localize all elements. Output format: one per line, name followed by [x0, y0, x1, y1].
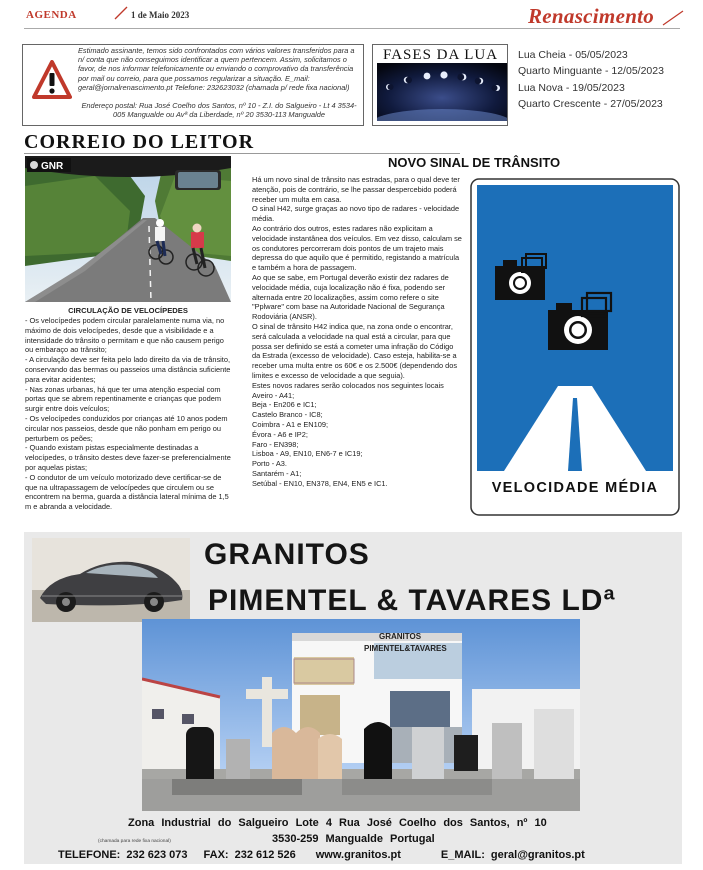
ad-company-name-line2: PIMENTEL & TAVARES LDª [208, 584, 616, 617]
warning-icon [32, 60, 72, 100]
article-title: NOVO SINAL DE TRÂNSITO [388, 155, 561, 170]
article-paragraph: - Quando existam pistas especialmente destinadas a velocípedes, o trânsito destes deve fazer-se preferencialmente por aquelas pistas; [25, 443, 231, 472]
moon-phases-image [377, 63, 507, 121]
moon-phase-list [518, 47, 664, 113]
building-sign: GRANITOS [379, 632, 422, 641]
radar-location: Faro - EN398; [252, 439, 299, 449]
ad-address: Zona Industrial do Salgueiro Lote 4 Rua José Coelho dos Santos, nº 10 [128, 817, 547, 829]
article-paragraph: Ao que se sabe, em Portugal deverão existir dez radares de velocidade média, cuja localização não é fixa, podendo ser alternada entre 20 localizações, assim como refere o site "Pplware" com base na Autoridade Nacional de Segurança Rodoviária (ANSR). [252, 272, 449, 322]
section-title: CORREIO DO LEITOR [24, 131, 255, 153]
article-paragraph: - Os velocípedes podem circular paralelamente numa via, no máximo de dois velocípedes, desde que a visibilidade e a intensidade do trânsito o permitam e que não causem perigo ou embaraço ao trânsito; [25, 316, 225, 355]
fax-label: FAX: [203, 849, 229, 861]
ad-company-name: GRANITOS [204, 538, 370, 571]
email-label: E_MAIL: [440, 849, 485, 861]
radar-location: Setúbal - EN10, EN378, EN4, EN5 e IC1. [252, 478, 388, 488]
website-link[interactable]: www.granitos.pt [315, 849, 401, 861]
article-paragraph: O sinal H42, surge graças ao novo tipo de radares - velocidade média. [252, 204, 460, 224]
article-paragraph: - Os velocípedes conduzidos por crianças até 10 anos podem circular nos passeios, desde que não ponham em perigo ou perturbem os peões; [25, 413, 228, 443]
radar-location: Santarém - A1; [252, 468, 302, 478]
notice-address: Endereço postal: Rua José Coelho dos Santos, nº 10 - Z.I. do Salgueiro - Lt 4 3534-005 Mangualde ou Avª da Liberdade, nº 20 3530-113 Mangualde [81, 101, 357, 120]
moon-phase-item: Lua Nova - 19/05/2023 [518, 81, 625, 94]
notice-text: Estimado assinante, temos sido confrontados com vários valores transferidos para a n/ conta que não conseguimos identificar a quem pertencem. Assim, solicitamos o favor, de nos informar telefonicamente ou enviando o comprovativo da transferência por mail ou correio, para que possamos regularizar a situação. E_mail: geral@jornalrenascimento.pt Telefone: 232623032 (chamada p/ rede fixa nacional) [78, 46, 355, 92]
radar-location: Évora - A6 e IP2; [252, 429, 308, 439]
section-rule [24, 153, 460, 154]
issue-date: 1 de Maio 2023 [131, 10, 190, 20]
cyclists-photo [25, 156, 231, 302]
radar-location: Porto - A3. [252, 459, 287, 469]
phone-label: TELEFONE: [58, 849, 121, 861]
building-sign: PIMENTEL&TAVARES [364, 644, 447, 653]
ad-contact-row [58, 849, 678, 861]
showroom-photo [142, 619, 580, 811]
slash-divider [114, 6, 128, 20]
newspaper-logo: Renascimento [528, 4, 655, 28]
logo-swoosh-icon [662, 10, 684, 26]
ad-phone-note: (chamada para rede fixa nacional) [98, 839, 171, 844]
article-paragraph: Há um novo sinal de trânsito nas estradas, para o qual deve ter atenção, pois de contrário, se lhe passar despercebido poderá receber um multa em casa. [252, 175, 460, 204]
article-paragraph: - Nas zonas urbanas, há que ter uma atenção especial com portas que se abrem repentinamente e crianças que podem surgir entre dois veículos; [25, 384, 221, 414]
radar-location: Beja - En206 e IC1; [252, 400, 317, 410]
article-paragraph: - O condutor de um veículo motorizado deve certificar-se de que na ultrapassagem de velocípedes que circulem ou se encontrem na berma, guarda a distância lateral mínima de 1,5 m e abranda a velocidade. [25, 472, 229, 512]
radar-location: Aveiro - A41; [252, 390, 295, 400]
sign-label: VELOCIDADE MÉDIA [491, 480, 659, 496]
fax-number: 232 612 526 [234, 849, 296, 861]
classic-car-photo [32, 538, 190, 622]
svg-text:GNR: GNR [41, 161, 64, 172]
moon-phase-item: Lua Cheia - 05/05/2023 [518, 49, 628, 61]
article-paragraph: Ao contrário dos outros, estes radares não explicitam a velocidade instantânea dos veículos. Em vez disso, calculam se os condutores percorreram dois pontos de um trajeto mais depressa do que aquilo que é permitido, registando a matrícula e também a hora de passagem. [252, 223, 462, 273]
moon-phases-title: FASES DA LUA [383, 47, 499, 63]
article-body [25, 316, 233, 512]
radar-location: Coimbra - A1 e EN109; [252, 419, 328, 429]
phone-number: 232 623 073 [126, 849, 188, 861]
moon-phase-item: Quarto Minguante - 12/05/2023 [518, 65, 664, 78]
article-body [252, 175, 462, 489]
article-paragraph: O sinal de trânsito H42 indica que, na zona onde o encontrar, será calculada a velocidade na qual está a circular, para que possa ser definido se está a cometer uma infração do Código da Estrada (excesso de velocidade). Caso esteja, habilita-se a receber uma multa entre os 60€ e os 2.500€ (dependendo dos limites e excesso de velocidade a que seguia). [252, 321, 458, 380]
header-rule [24, 28, 680, 29]
article-title: CIRCULAÇÃO DE VELOCÍPEDES [68, 306, 188, 315]
article-paragraph: Estes novos radares serão colocados nos seguintes locais [252, 380, 444, 390]
article-paragraph: - A circulação deve ser feita pelo lado direito da via de trânsito, conservando das bermas ou passeios uma distância suficiente para evitar acidentes; [25, 355, 231, 384]
radar-location: Lisboa - A9, EN10, EN6-7 e IC19; [252, 449, 363, 459]
section-label: AGENDA [26, 9, 77, 21]
radar-location: Castelo Branco - IC8; [252, 410, 323, 420]
ad-postal-code: 3530-259 Mangualde Portugal [272, 833, 435, 845]
moon-phase-item: Quarto Crescente - 27/05/2023 [518, 98, 663, 111]
traffic-sign-h42 [470, 178, 680, 516]
email-link[interactable]: geral@granitos.pt [490, 849, 585, 861]
